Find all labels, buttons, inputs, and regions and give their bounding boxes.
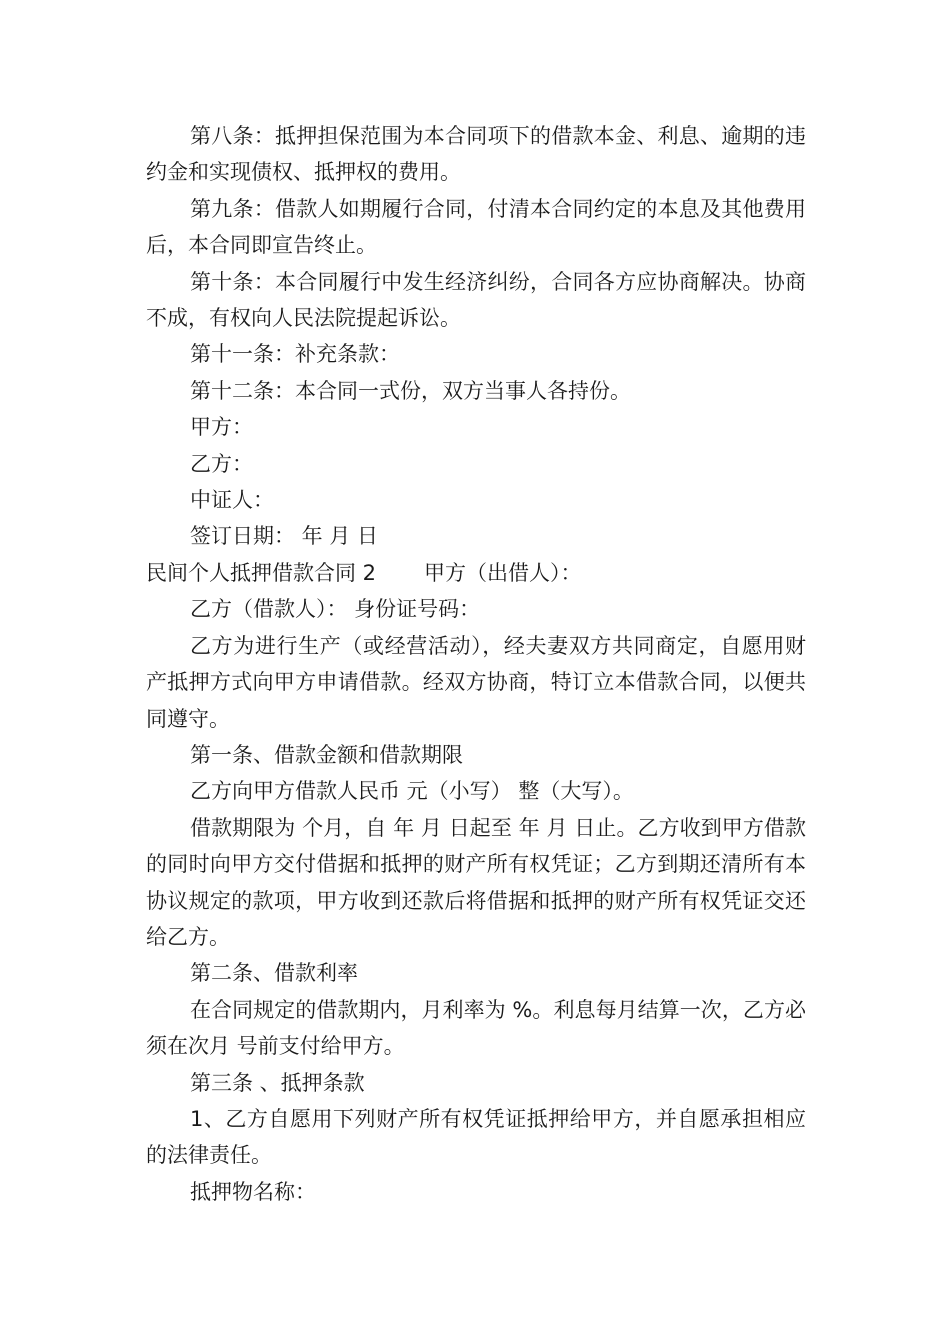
preamble: 乙方为进行生产（或经营活动），经夫妻双方共同商定，自愿用财产抵押方式向甲方申请借款。经双方协商，特订立本借款合同，以便共同遵守。 <box>146 633 806 731</box>
article-11: 第十一条：补充条款： <box>190 342 400 367</box>
loan-amount: 乙方向甲方借款人民币 元（小写） 整（大写）。 <box>190 779 634 804</box>
section-1-heading: 第一条、借款金额和借款期限 <box>190 742 463 767</box>
witness-signature: 中证人： <box>190 488 274 513</box>
contract2-party-a: 甲方（出借人）： <box>424 560 582 585</box>
signing-date: 签订日期： 年 月 日 <box>190 524 379 549</box>
contract2-heading-line <box>146 555 806 591</box>
document-body <box>146 118 806 1210</box>
collateral-name: 抵押物名称： <box>190 1179 316 1204</box>
article-9: 第九条：借款人如期履行合同，付清本合同约定的本息及其他费用后，本合同即宣告终止。 <box>146 196 806 258</box>
party-b-signature: 乙方： <box>190 451 253 476</box>
article-12: 第十二条：本合同一式份，双方当事人各持份。 <box>190 378 631 403</box>
section-2-heading: 第二条、借款利率 <box>190 961 358 986</box>
interest-rate: 在合同规定的借款期内，月利率为 %。利息每月结算一次，乙方必须在次月 号前支付给甲方。 <box>146 997 806 1059</box>
collateral-clause-1: 1、乙方自愿用下列财产所有权凭证抵押给甲方，并自愿承担相应的法律责任。 <box>146 1106 806 1168</box>
contract2-title: 民间个人抵押借款合同 2 <box>146 560 377 585</box>
section-3-heading: 第三条 、抵押条款 <box>190 1070 365 1095</box>
loan-term: 借款期限为 个月，自 年 月 日起至 年 月 日止。乙方收到甲方借款的同时向甲方交付借据和抵押的财产所有权凭证；乙方到期还清所有本协议规定的款项，甲方收到还款后将借据和抵押的财产所有权凭证交还给乙方。 <box>146 815 806 949</box>
article-10: 第十条：本合同履行中发生经济纠纷，合同各方应协商解决。协商不成，有权向人民法院提起诉讼。 <box>146 269 806 331</box>
party-b-id-line: 乙方（借款人）： 身份证号码： <box>190 597 481 622</box>
party-a-signature: 甲方： <box>190 415 253 440</box>
article-8: 第八条：抵押担保范围为本合同项下的借款本金、利息、逾期的违约金和实现债权、抵押权的费用。 <box>146 124 806 185</box>
